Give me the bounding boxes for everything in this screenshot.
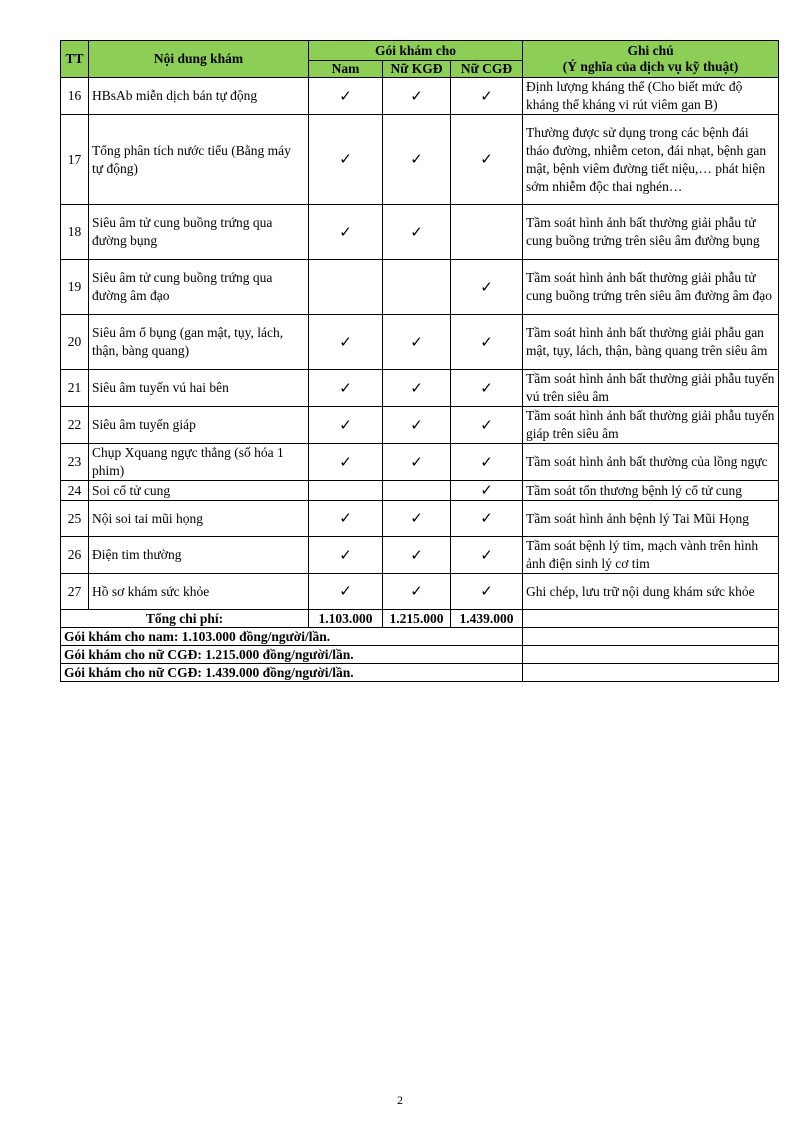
check-cell-kgd [383,574,451,610]
check-cell-cgd [451,481,523,501]
check-cell-nam [309,537,383,574]
total-row [61,610,779,628]
table-row [61,260,779,315]
row-note: Tầm soát hình ảnh bất thường giải phẫu tử cung buồng trứng trên siêu âm đường bụng [523,205,779,260]
table-header [61,41,779,78]
row-note: Tầm soát hình ảnh bất thường giải phẫu tuyến giáp trên siêu âm [523,407,779,444]
check-cell-nam [309,370,383,407]
check-icon: ✓ [410,380,423,397]
check-icon: ✓ [339,380,352,397]
header-note [523,41,779,78]
check-cell-cgd [451,537,523,574]
row-note: Tầm soát hình ảnh bất thường của lồng ngực [523,444,779,481]
row-note: Tầm soát hình ảnh bất thường giải phẫu gan mật, tụy, lách, thận, bàng quang trên siêu âm [523,315,779,370]
row-content: Soi cổ tử cung [89,481,309,501]
summary-nu-cgd: Gói khám cho nữ CGĐ: 1.439.000 đồng/người/lần. [61,664,523,682]
check-icon: ✓ [339,88,352,105]
check-cell-nam [309,115,383,205]
page-number: 2 [397,1093,403,1107]
check-icon: ✓ [339,454,352,471]
check-cell-kgd [383,260,451,315]
row-content: Siêu âm ổ bụng (gan mật, tụy, lách, thận, bàng quang) [89,315,309,370]
table-row [61,537,779,574]
check-cell-cgd [451,115,523,205]
check-cell-kgd [383,407,451,444]
summary-note-empty [523,664,779,682]
row-content: Điện tim thường [89,537,309,574]
check-cell-nam [309,78,383,115]
check-cell-nam [309,501,383,537]
header-content: Nội dung khám [89,41,309,78]
check-cell-nam [309,205,383,260]
row-content: Tổng phân tích nước tiểu (Bằng máy tự động) [89,115,309,205]
header-nu-cgd: Nữ CGĐ [451,61,523,78]
check-icon: ✓ [480,454,493,471]
table-row [61,574,779,610]
row-number: 22 [61,407,89,444]
table-row [61,407,779,444]
total-label: Tổng chi phí: [61,610,309,628]
row-note: Tầm soát tổn thương bệnh lý cổ tử cung [523,481,779,501]
check-icon: ✓ [480,279,493,296]
check-cell-cgd [451,574,523,610]
check-icon: ✓ [339,152,352,168]
summary-row [61,646,779,664]
check-cell-nam [309,260,383,315]
row-content: Siêu âm tuyến giáp [89,407,309,444]
check-icon: ✓ [480,584,493,600]
row-note: Ghi chép, lưu trữ nội dung khám sức khỏe [523,574,779,610]
row-note: Thường được sử dụng trong các bệnh đái tháo đường, nhiễm ceton, đái nhạt, bệnh gan mật, bệnh viêm đường tiết niệu,… phát hiện sớm nhiễm độc thai nghén… [523,115,779,205]
check-icon: ✓ [410,547,423,564]
check-cell-nam [309,481,383,501]
row-number: 19 [61,260,89,315]
total-nam: 1.103.000 [309,610,383,628]
summary-row [61,664,779,682]
check-cell-kgd [383,537,451,574]
row-note: Tầm soát bệnh lý tim, mạch vành trên hình ảnh điện sinh lý cơ tim [523,537,779,574]
check-cell-cgd [451,260,523,315]
table-row [61,205,779,260]
check-icon: ✓ [339,417,352,434]
row-content: HBsAb miễn dịch bán tự động [89,78,309,115]
header-tt: TT [61,41,89,78]
table-row [61,370,779,407]
summary-note-empty [523,646,779,664]
check-icon: ✓ [339,334,352,351]
row-number: 26 [61,537,89,574]
check-icon: ✓ [339,224,352,241]
table-row [61,78,779,115]
check-icon: ✓ [480,511,493,527]
check-cell-cgd [451,78,523,115]
check-cell-cgd [451,501,523,537]
check-icon: ✓ [410,334,423,351]
total-nu-cgd: 1.439.000 [451,610,523,628]
header-note-subtitle: (Ý nghĩa của dịch vụ kỹ thuật) [562,59,739,74]
row-number: 27 [61,574,89,610]
check-cell-kgd [383,501,451,537]
check-cell-nam [309,444,383,481]
check-icon: ✓ [480,417,493,434]
summary-nam: Gói khám cho nam: 1.103.000 đồng/người/lần. [61,628,523,646]
header-note-title: Ghi chú [627,43,674,58]
header-nu-kgd: Nữ KGĐ [383,61,451,78]
table-row [61,444,779,481]
check-icon: ✓ [480,334,493,351]
total-nu-kgd: 1.215.000 [383,610,451,628]
check-icon: ✓ [410,417,423,434]
check-cell-nam [309,574,383,610]
row-number: 18 [61,205,89,260]
table-footer [61,610,779,682]
row-content: Siêu âm tuyến vú hai bên [89,370,309,407]
table-row [61,315,779,370]
check-cell-cgd [451,205,523,260]
check-icon: ✓ [339,547,352,564]
check-icon: ✓ [410,454,423,471]
table-row [61,115,779,205]
check-cell-nam [309,315,383,370]
check-icon: ✓ [339,584,352,600]
check-cell-kgd [383,444,451,481]
row-note: Tầm soát hình ảnh bất thường giải phẫu tuyến vú trên siêu âm [523,370,779,407]
row-content: Hồ sơ khám sức khỏe [89,574,309,610]
row-content: Siêu âm tử cung buồng trứng qua đường bụng [89,205,309,260]
row-number: 24 [61,481,89,501]
row-number: 17 [61,115,89,205]
table-row [61,481,779,501]
check-icon: ✓ [410,584,423,600]
exam-package-table [60,40,779,682]
check-icon: ✓ [480,380,493,397]
check-cell-kgd [383,115,451,205]
header-package-group: Gói khám cho [309,41,523,61]
check-cell-cgd [451,315,523,370]
check-cell-kgd [383,370,451,407]
check-cell-nam [309,407,383,444]
check-icon: ✓ [480,88,493,105]
check-icon: ✓ [480,483,493,499]
row-number: 21 [61,370,89,407]
summary-nu-kgd: Gói khám cho nữ CGĐ: 1.215.000 đồng/người/lần. [61,646,523,664]
row-note: Tầm soát hình ảnh bất thường giải phẫu tử cung buồng trứng trên siêu âm đường âm đạo [523,260,779,315]
check-cell-cgd [451,370,523,407]
table-body [61,78,779,610]
row-number: 23 [61,444,89,481]
row-number: 16 [61,78,89,115]
check-icon: ✓ [480,152,493,168]
check-icon: ✓ [480,547,493,564]
check-cell-kgd [383,78,451,115]
table-row [61,501,779,537]
row-number: 20 [61,315,89,370]
row-number: 25 [61,501,89,537]
check-icon: ✓ [410,88,423,105]
check-cell-kgd [383,481,451,501]
check-icon: ✓ [410,511,423,527]
check-icon: ✓ [410,224,423,241]
total-note-empty [523,610,779,628]
row-content: Nội soi tai mũi họng [89,501,309,537]
check-cell-cgd [451,407,523,444]
row-content: Siêu âm tử cung buồng trứng qua đường âm đạo [89,260,309,315]
row-note: Định lượng kháng thể (Cho biết mức độ kháng thể kháng vi rút viêm gan B) [523,78,779,115]
check-cell-cgd [451,444,523,481]
summary-note-empty [523,628,779,646]
header-nam: Nam [309,61,383,78]
check-cell-kgd [383,205,451,260]
row-note: Tầm soát hình ảnh bệnh lý Tai Mũi Họng [523,501,779,537]
row-content: Chụp Xquang ngực thẳng (số hóa 1 phim) [89,444,309,481]
summary-row [61,628,779,646]
check-cell-kgd [383,315,451,370]
check-icon: ✓ [410,152,423,168]
check-icon: ✓ [339,511,352,527]
